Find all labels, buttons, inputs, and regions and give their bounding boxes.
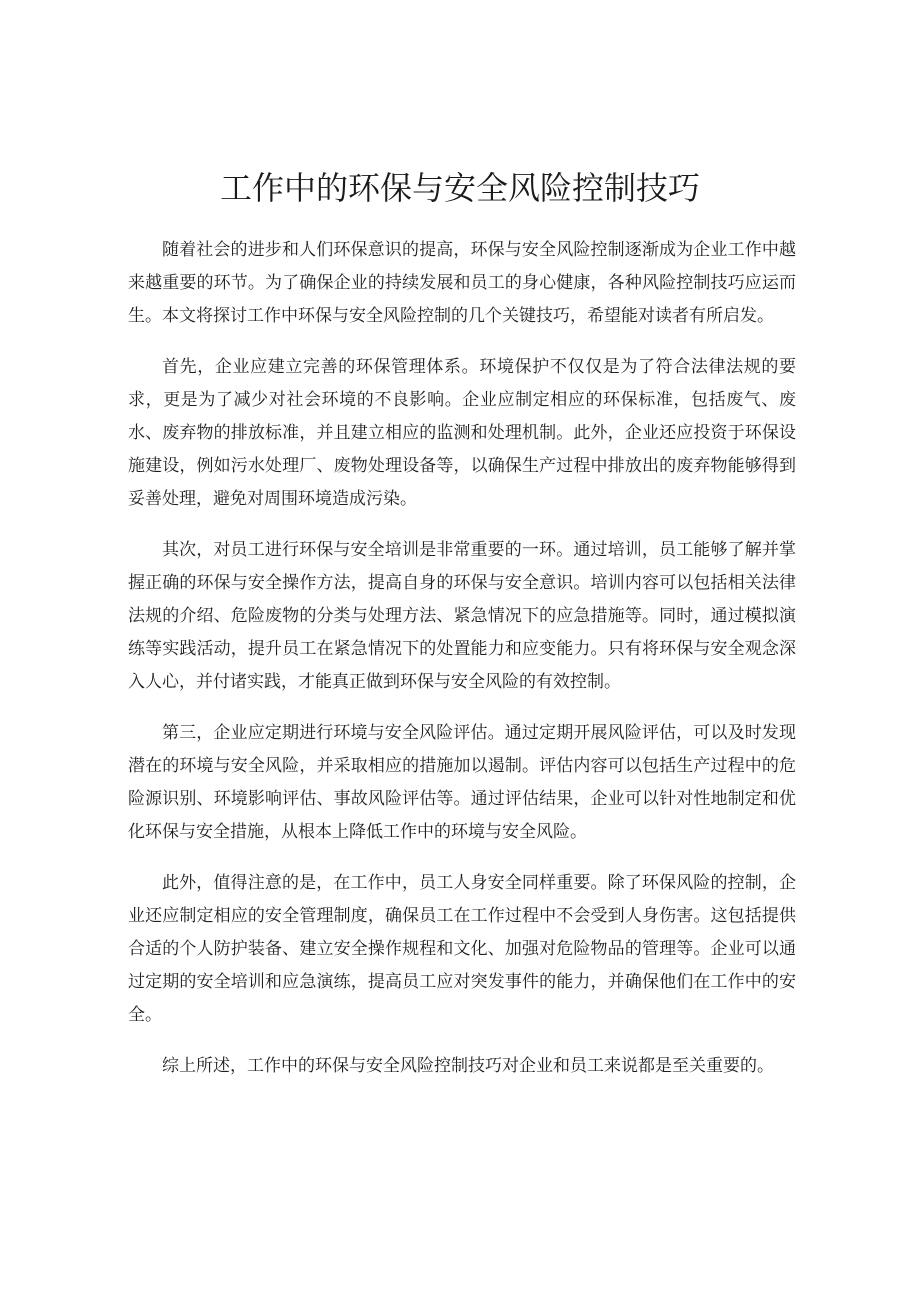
- paragraph-risk-assessment: 第三，企业应定期进行环境与安全风险评估。通过定期开展风险评估，可以及时发现潜在的环境与安全风险，并采取相应的措施加以遏制。评估内容可以包括生产过程中的危险源识别、环境影响评估、事故风险评估等。通过评估结果，企业可以针对性地制定和优化环保与安全措施，从根本上降低工作中的环境与安全风险。: [128, 723, 796, 842]
- paragraph-conclusion: 综上所述，工作中的环保与安全风险控制技巧对企业和员工来说都是至关重要的。: [162, 1056, 774, 1076]
- document-title: 工作中的环保与安全风险控制技巧: [219, 169, 700, 207]
- paragraph-management-system: 首先，企业应建立完善的环保管理体系。环境保护不仅仅是为了符合法律法规的要求，更是为了减少对社会环境的不良影响。企业应制定相应的环保标准，包括废气、废水、废弃物的排放标准，并且建立相应的监测和处理机制。此外，企业还应投资于环保设施建设，例如污水处理厂、废物处理设备等，以确保生产过程中排放出的废弃物能够得到妥善处理，避免对周围环境造成污染。: [128, 357, 796, 509]
- paragraph-intro: 随着社会的进步和人们环保意识的提高，环保与安全风险控制逐渐成为企业工作中越来越重要的环节。为了确保企业的持续发展和员工的身心健康，各种风险控制技巧应运而生。本文将探讨工作中环保与安全风险控制的几个关键技巧，希望能对读者有所启发。: [128, 240, 796, 326]
- document-body: [128, 234, 796, 1101]
- paragraph-training: 其次，对员工进行环保与安全培训是非常重要的一环。通过培训，员工能够了解并掌握正确的环保与安全操作方法，提高自身的环保与安全意识。培训内容可以包括相关法律法规的介绍、危险废物的分类与处理方法、紧急情况下的应急措施等。同时，通过模拟演练等实践活动，提升员工在紧急情况下的处置能力和应变能力。只有将环保与安全观念深入人心，并付诸实践，才能真正做到环保与安全风险的有效控制。: [128, 540, 796, 692]
- paragraph-personal-safety: 此外，值得注意的是，在工作中，员工人身安全同样重要。除了环保风险的控制，企业还应制定相应的安全管理制度，确保员工在工作过程中不会受到人身伤害。这包括提供合适的个人防护装备、建立安全操作规程和文化、加强对危险物品的管理等。企业可以通过定期的安全培训和应急演练，提高员工应对突发事件的能力，并确保他们在工作中的安全。: [128, 873, 796, 1025]
